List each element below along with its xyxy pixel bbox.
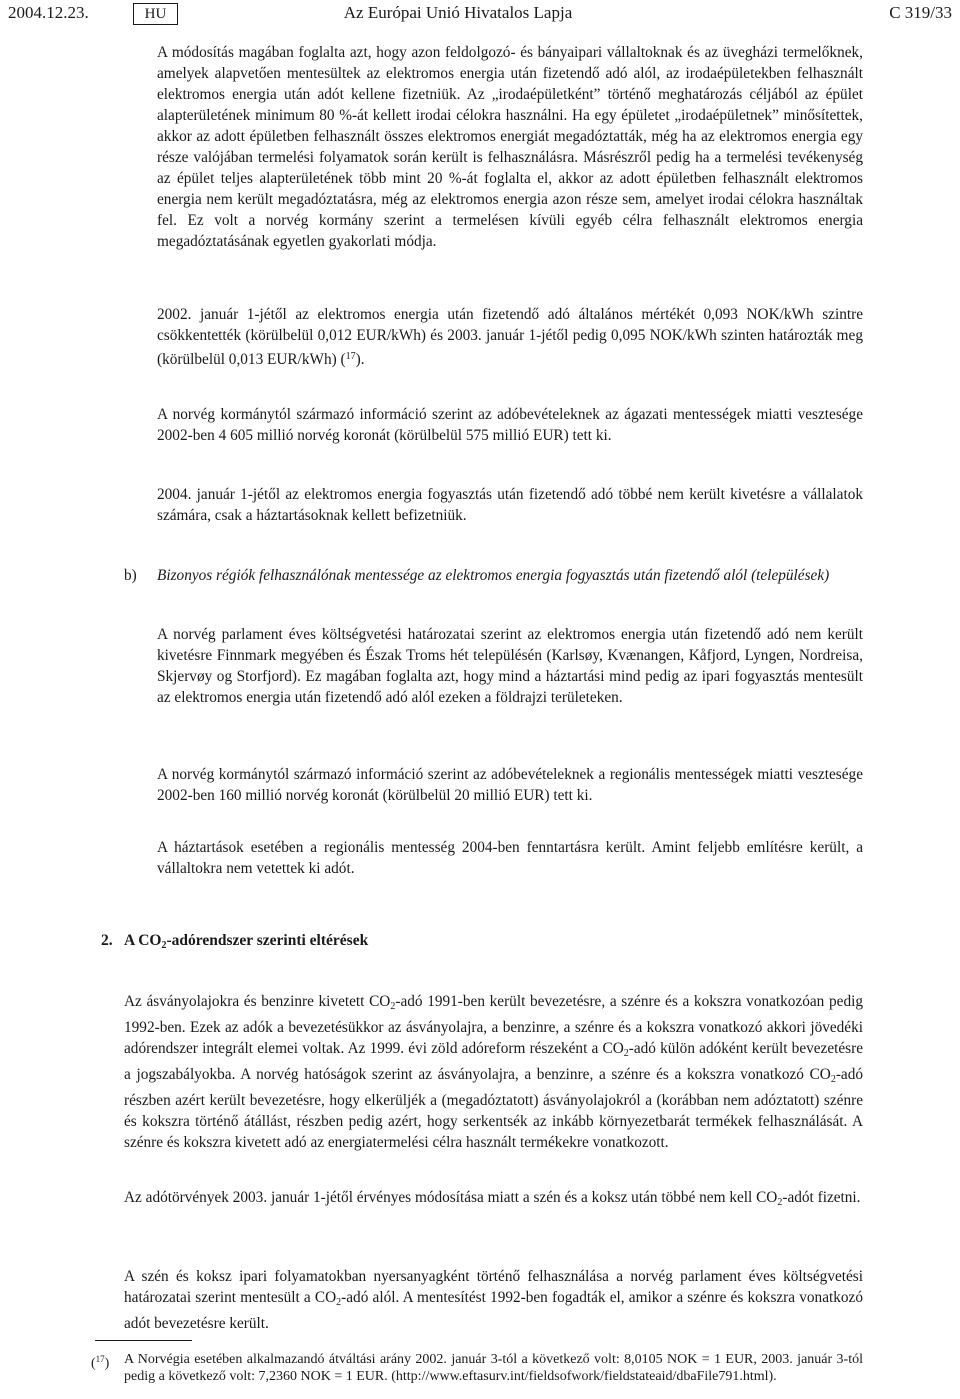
p10-subscript-1: 2 [336,1297,342,1308]
p8-subscript-2: 2 [623,1048,629,1059]
paragraph-tax-rate-end: ). [355,351,365,368]
p10-part-b: -adó alól. A mentesítést 1992-ben fogadták el, amikor a szénre és kokszra vonatkozó adót bevezetésre került. [124,1289,863,1332]
paragraph-households: A háztartások esetében a regionális mentesség 2004-ben fenntartásra került. Amint feljebb említésre került, a vállaltokra nem vetettek ki adót. [157,839,863,877]
footnote-text: A Norvégia esetében alkalmazandó átváltási arány 2002. január 3-tól a következő volt: 8,0105 NOK = 1 EUR, 2003. január 3-tól pedig a következő volt: 7,2360 NOK = 1 EUR. (http://www.eftasurv.int/fieldsofwork/fieldstateaid/dbaFile791.html). [124,1352,863,1384]
p10-part-a: A szén és koksz ipari folyamatokban nyersanyagként történő felhasználása a norvég parlament éves költségvetési határozatai szerint mentesült a CO [124,1268,863,1306]
paragraph-industrial-raw-material [124,1266,863,1334]
footnote-marker [91,1351,109,1372]
paragraph-tax-rate [157,304,863,370]
header-date: 2004.12.23. [8,3,89,22]
footnote-ref[interactable]: 17 [345,351,356,362]
p9-part-b: -adót fizetni. [782,1189,861,1206]
journal-title: Az Európai Unió Hivatalos Lapja [343,3,573,22]
section-title-subscript: 2 [161,940,167,951]
section-number: 2. [101,932,113,949]
paragraph-regional-exemption: A norvég parlament éves költségvetési határozatai szerint az elektromos energia után fizetendő adó nem került kivetésre Finnmark megyében és Észak Troms hét településén (Karlsøy, Kvænangen, Kåfjord, Lyngen, Nordreisa, Skjervøy og Storfjord). Ez magában foglalta azt, hogy mind a háztartási mind pedig az ipari fogyasztás mentesült az elektromos energia után fizetendő adó alól ezeken a földrajzi területeken. [157,626,863,706]
paragraph-tax-rate-text: 2002. január 1-jétől az elektromos energia után fizetendő adó általános mértékét 0,093 NOK/kWh szintre csökkentették (körülbelül 0,012 EUR/kWh) és 2003. január 1-jétől pedig 0,095 NOK/kWh szinten határozták meg (körülbelül 0,013 EUR/kWh) ( [157,306,863,368]
p9-subscript-1: 2 [777,1197,783,1208]
footnote-marker-open: ( [91,1356,96,1371]
paragraph-sector-loss: A norvég kormánytól származó információ szerint az adóbevételeknek az ágazati mentességek miatti vesztesége 2002-ben 4 605 millió norvég koronát (körülbelül 575 millió EUR) tett ki. [157,406,863,444]
subsection-title: Bizonyos régiók felhasználónak mentessége az elektromos energia fogyasztás után fizetendő alól (települések) [157,567,830,584]
footnote-separator [95,1340,192,1341]
section-title-b: -adórendszer szerinti eltérések [166,932,369,949]
p9-part-a: Az adótörvények 2003. január 1-jétől érvényes módosítása miatt a szén és a koksz után többé nem kell CO [124,1189,778,1206]
subsection-letter: b) [124,567,137,584]
paragraph-co2-intro [124,991,863,1153]
section-title [124,930,368,956]
p8-part-d: -adó részben azért került bevezetésre, hogy elkerüljék a (megadóztatott) ásványolajokról a (korábban nem adóztatott) szénre és kokszra történő átállást, részben pedig azért, hogy serkentsék az inkább környezetbarát termékek felhasználását. A szénre és kokszra kivetett adó az energiatermelési célra használt termékekre vonatkozott. [124,1066,863,1151]
footnote-marker-close: ) [104,1356,110,1371]
p8-part-b: -adó 1991-ben került bevezetésre, a szénre és a kokszra vonatkozóan pedig 1992-ben. Ezek az adók a bevezetésükkor az ásványolajra, a benzinre, a szénre és a kokszra vonatkozó akkori jövedéki adórendszer integrált elemei voltak. Az 1999. évi zöld adóreform részeként a CO [124,993,863,1057]
p8-subscript-1: 2 [390,1001,396,1012]
language-code-box: HU [133,3,178,25]
paragraph-office-buildings: A módosítás magában foglalta azt, hogy azon feldolgozó- és bányaipari vállaltoknak és az üvegházi termelőknek, amelyek alapvetően mentesültek az elektromos energia után fizetendő adó alól, az irodaépületekben felhasznált elektromos energia után adót kellene fizetniük. Az „irodaépületként” történő meghatározás céljából az épület alapterületének minimum 80 %-át kellett irodai célokra használni. Ha egy épületet „irodaépületnek” minősítettek, akkor az adott épületben felhasznált összes elektromos energiát megadóztatták, még ha az elektromos energia egy része valójában termelési folyamatok során került is felhasználásra. Másrészről pedig ha a termelési tevékenység az épület teljes alapterületének több mint 20 %-át foglalta el, akkor az adott épületben felhasznált elektromos energia nem került megadóztatásra, még az elektromos energia azon része sem, amelyet irodai célokra használtak fel. Ez volt a norvég kormány szerint a termelésen kívüli egyéb célra felhasznált elektromos energia megadóztatásának egyetlen gyakorlati módja. [157,44,863,250]
p8-subscript-3: 2 [830,1074,836,1085]
section-title-a: A CO [124,932,162,949]
paragraph-2004-change: 2004. január 1-jétől az elektromos energia fogyasztás után fizetendő adó többé nem került kivetésre a vállalatok számára, csak a háztartásoknak kellett befizetniük. [157,486,863,524]
p8-part-c: -adó külön adóként került bevezetésre a jogszabályokba. A norvég hatóságok szerint az ásványolajra, a benzinre, a szénre és a kokszra vonatkozó CO [124,1040,863,1083]
paragraph-2003-amendment [124,1187,863,1213]
footnote-marker-number: 17 [95,1354,105,1364]
p8-part-a: Az ásványolajokra és benzinre kivetett CO [124,993,391,1010]
paragraph-regional-loss: A norvég kormánytól származó információ szerint az adóbevételeknek a regionális mentességek miatti vesztesége 2002-ben 160 millió norvég koronát (körülbelül 20 millió EUR) tett ki. [157,766,863,804]
page-number: C 319/33 [889,3,952,22]
